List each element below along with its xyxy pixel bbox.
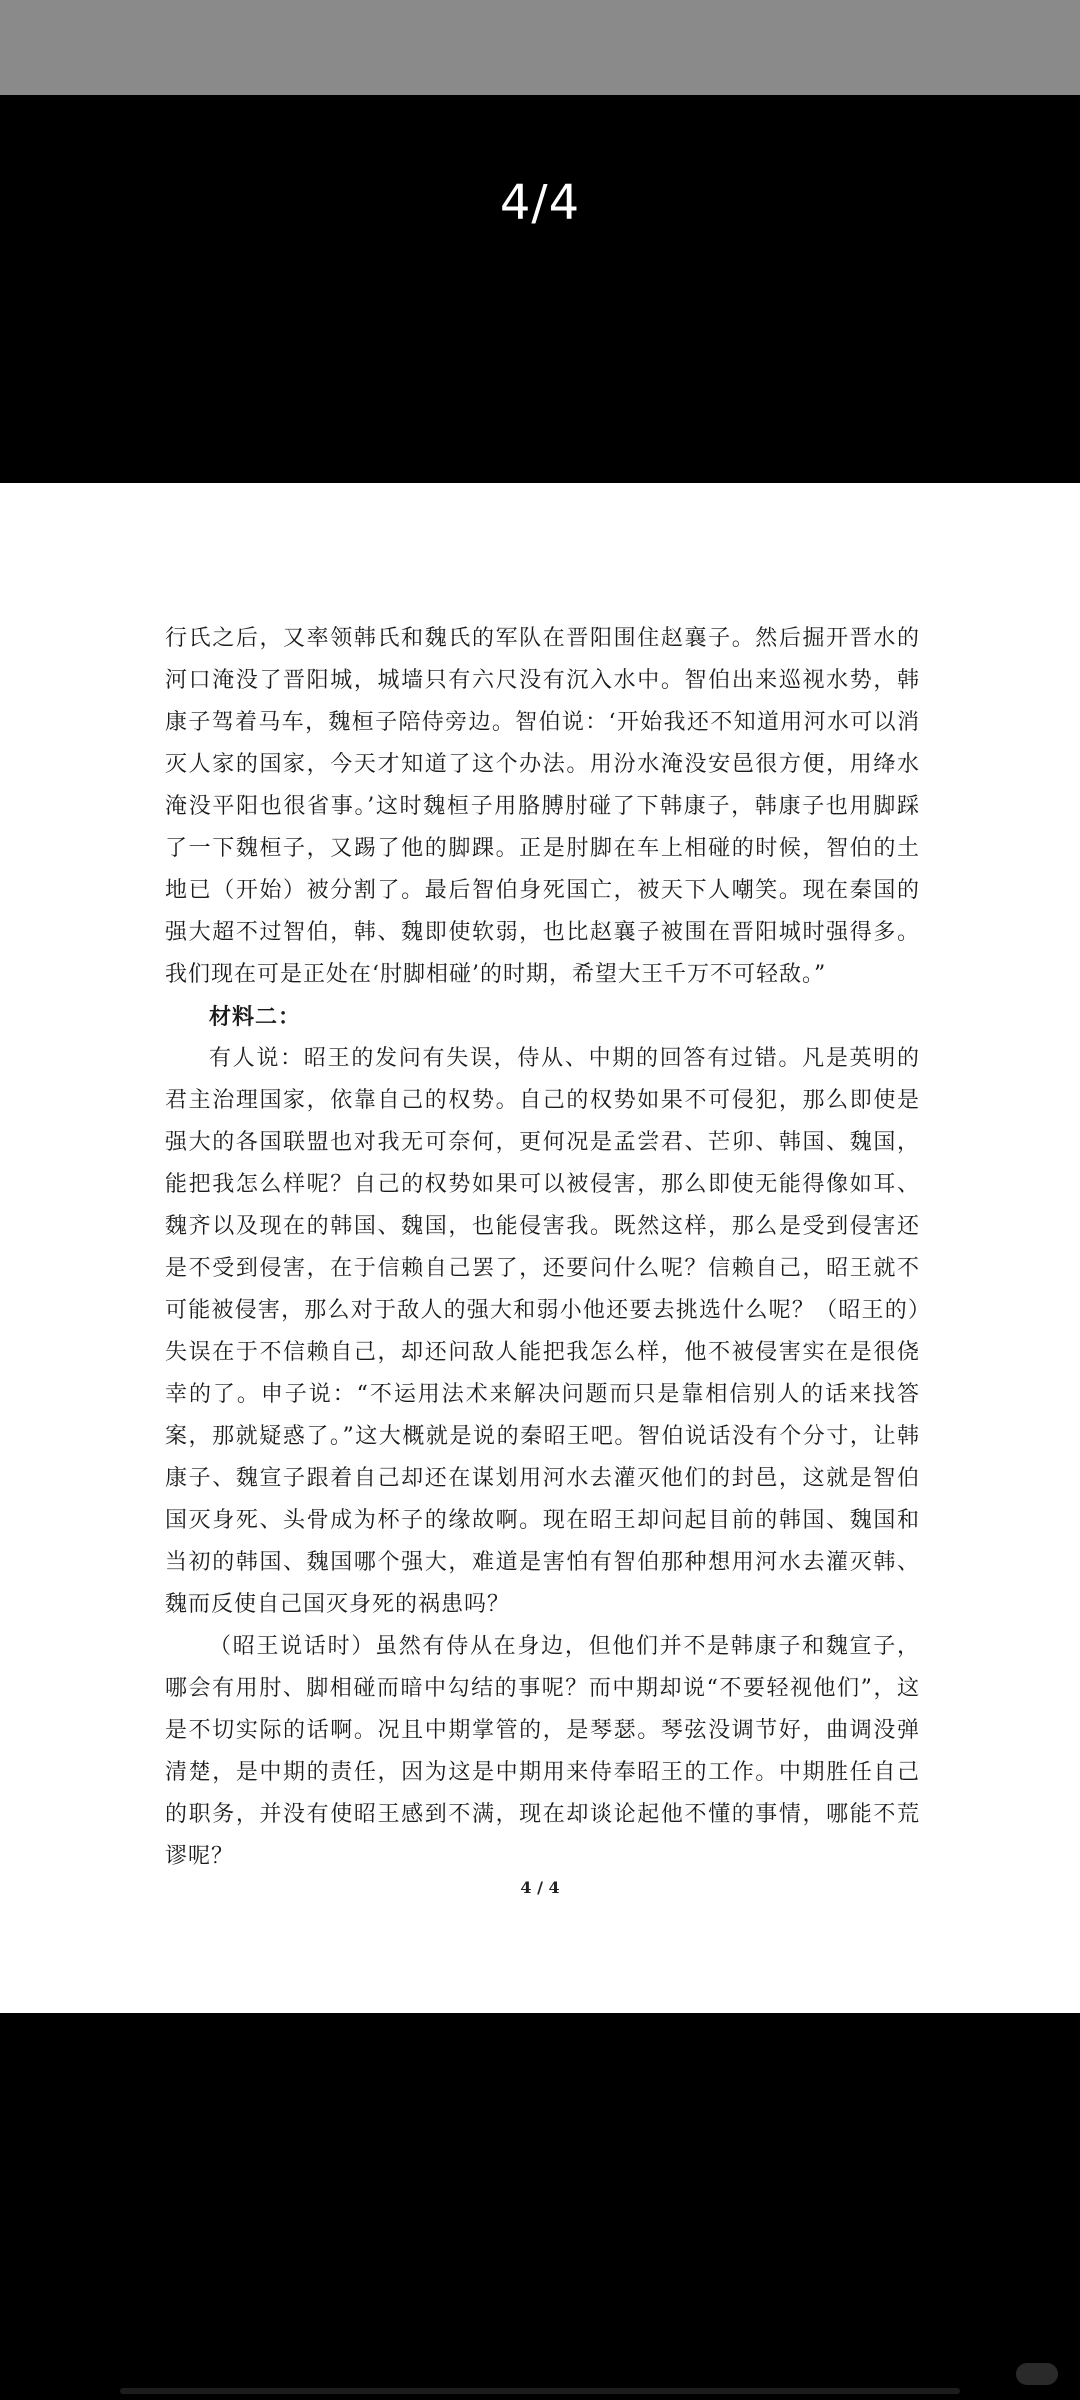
page-footer-number: 4 / 4 [520,1878,560,1897]
watermark-badge [1016,2363,1058,2385]
scroll-indicator[interactable] [120,2388,960,2394]
document-body [165,618,920,1878]
section-heading: 材料二： [209,1004,302,1030]
paragraph: 有人说：昭王的发问有失误，侍从、中期的回答有过错。凡是英明的君主治理国家，依靠自己的权势。自己的权势如果不可侵犯，那么即使是强大的各国联盟也对我无可奈何，更何况是孟尝君、芒卯、韩国、魏国，能把我怎么样呢？自己的权势如果可以被侵害，那么即使无能得像如耳、魏齐以及现在的韩国、魏国，也能侵害我。既然这样，那么是受到侵害还是不受到侵害，在于信赖自己罢了，还要问什么呢？信赖自己，昭王就不可能被侵害，那么对于敌人的强大和弱小他还要去挑选什么呢？（昭王的）失误在于不信赖自己，却还问敌人能把我怎么样，他不被侵害实在是很侥幸的了。申子说：“不运用法术来解决问题而只是靠相信别人的话来找答案，那就疑惑了。”这大概就是说的秦昭王吧。智伯说话没有个分寸，让韩康子、魏宣子跟着自己却还在谋划用河水去灌灭他们的封邑，这就是智伯国灭身死、头骨成为杯子的缘故啊。现在昭王却问起目前的韩国、魏国和当初的韩国、魏国哪个强大，难道是害怕有智伯那种想用河水去灌灭韩、魏而反使自己国灭身死的祸患吗？ [165,1046,920,1617]
document-page[interactable] [0,483,1080,2013]
viewer-header [0,95,1080,483]
page-counter: 4/4 [499,175,581,231]
paragraph: 行氏之后，又率领韩氏和魏氏的军队在晋阳围住赵襄子。然后掘开晋水的河口淹没了晋阳城，城墙只有六尺没有沉入水中。智伯出来巡视水势，韩康子驾着马车，魏桓子陪侍旁边。智伯说：‘开始我还不知道用河水可以消灭人家的国家，今天才知道了这个办法。用汾水淹没安邑很方便，用绛水淹没平阳也很省事。’这时魏桓子用胳膊肘碰了下韩康子，韩康子也用脚踩了一下魏桓子，又踢了他的脚踝。正是肘脚在车上相碰的时候，智伯的土地已（开始）被分割了。最后智伯身死国亡，被天下人嘲笑。现在秦国的强大超不过智伯，韩、魏即使软弱，也比赵襄子被围在晋阳城时强得多。我们现在可是正处在‘肘脚相碰’的时期，希望大王千万不可轻敌。” [165,626,920,987]
status-bar [0,0,1080,95]
paragraph: （昭王说话时）虽然有侍从在身边，但他们并不是韩康子和魏宣子，哪会有用肘、脚相碰而暗中勾结的事呢？而中期却说“不要轻视他们”，这是不切实际的话啊。况且中期掌管的，是琴瑟。琴弦没调节好，曲调没弹清楚，是中期的责任，因为这是中期用来侍奉昭王的工作。中期胜任自己的职务，并没有使昭王感到不满，现在却谈论起他不懂的事情，哪能不荒谬呢？ [165,1634,920,1869]
viewer-bottom-area [0,2013,1080,2400]
